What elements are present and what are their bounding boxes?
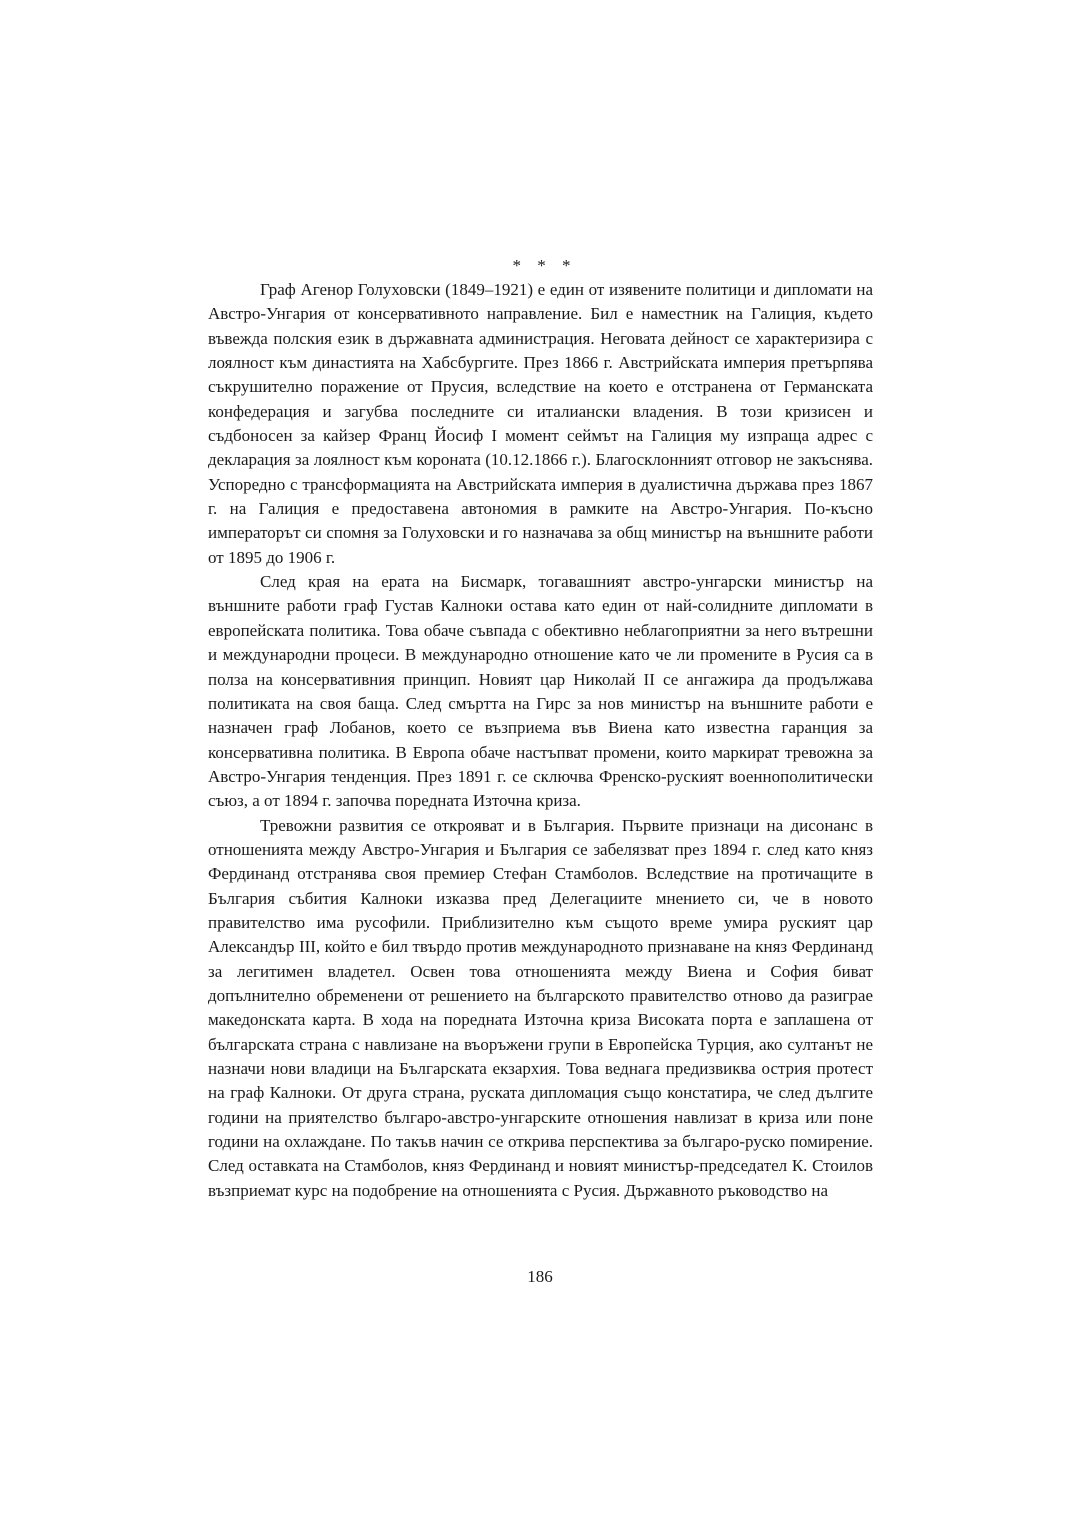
page-number: 186 bbox=[527, 1267, 553, 1286]
paragraph-goluchowski: Граф Агенор Голуховски (1849–1921) е един от изявените политици и дипломати на Австро-Унгария от консервативното направление. Бил е наместник на Галиция, където въвежда полския език в държавната администрация. Неговата дейност се характеризира с лоялност към династията на Хабсбургите. През 1866 г. Австрийската империя претърпява съкрушително поражение от Прусия, вследствие на което е отстранена от Германската конфедерация и загубва последните си италиански владения. В този кризисен и съдбоносен за кайзер Франц Йосиф I момент сеймът на Галиция му изпраща адрес с декларация за лоялност към короната (10.12.1866 г.). Благосклонният отговор не закъснява. Успоредно с трансформацията на Австрийската империя в дуалистична държава през 1867 г. на Галиция е предоставена автономия в рамките на Австро-Унгария. По-късно императорът си спомня за Голуховски и го назначава за общ министър на външните работи от 1895 до 1906 г. bbox=[208, 280, 873, 567]
section-separator: * * * bbox=[512, 256, 577, 275]
page-body bbox=[208, 254, 873, 1203]
paragraph-bulgaria: Тревожни развития се открояват и в България. Първите признаци на дисонанс в отношенията между Австро-Унгария и България се забелязват през 1894 г. след като княз Фердинанд отстранява своя премиер Стефан Стамболов. Вследствие на протичащите в България събития Калноки изказва пред Делегациите мнението си, че в новото правителство има русофили. Приблизително към същото време умира руският цар Александър III, който е бил твърдо против международното признаване на княз Фердинанд за легитимен владетел. Освен това отношенията между Виена и София биват допълнително обременени от решението на българското правителство отново да разиграе македонската карта. В хода на поредната Източна криза Високата порта е заплашена от българската страна с навлизане на въоръжени групи в Европейска Турция, ако султанът не назначи нови владици на Българската екзархия. Това веднага предизвиква острия протест на граф Калноки. От друга страна, руската дипломация също констатира, че след дългите години на приятелство българо-австро-унгарските отношения навлизат в криза или поне години на охлаждане. По такъв начин се открива перспектива за българо-руско помирение. След оставката на Стамболов, княз Фердинанд и новият министър-председател К. Стоилов възприемат курс на подобрение на отношенията с Русия. Държавното ръководство на bbox=[208, 815, 873, 1200]
paragraph-kalnoky: След края на ерата на Бисмарк, тогавашният австро-унгарски министър на външните работи граф Густав Калноки остава като един от най-солидните дипломати в европейската политика. Това обаче съвпада с обективно неблагоприятни за него вътрешни и международни процеси. В международно отношение като че ли промените в Русия са в полза на консервативния принцип. Новият цар Николай II се ангажира да продължава политиката на своя баща. След смъртта на Гирс за нов министър на външните работи е назначен граф Лобанов, което се възприема във Виена като известна гаранция за консервативна политика. В Европа обаче настъпват промени, които маркират тревожна за Австро-Унгария тенденция. През 1891 г. се сключва Френско-руският военнополитически съюз, а от 1894 г. започва поредната Източна криза. bbox=[208, 572, 873, 811]
